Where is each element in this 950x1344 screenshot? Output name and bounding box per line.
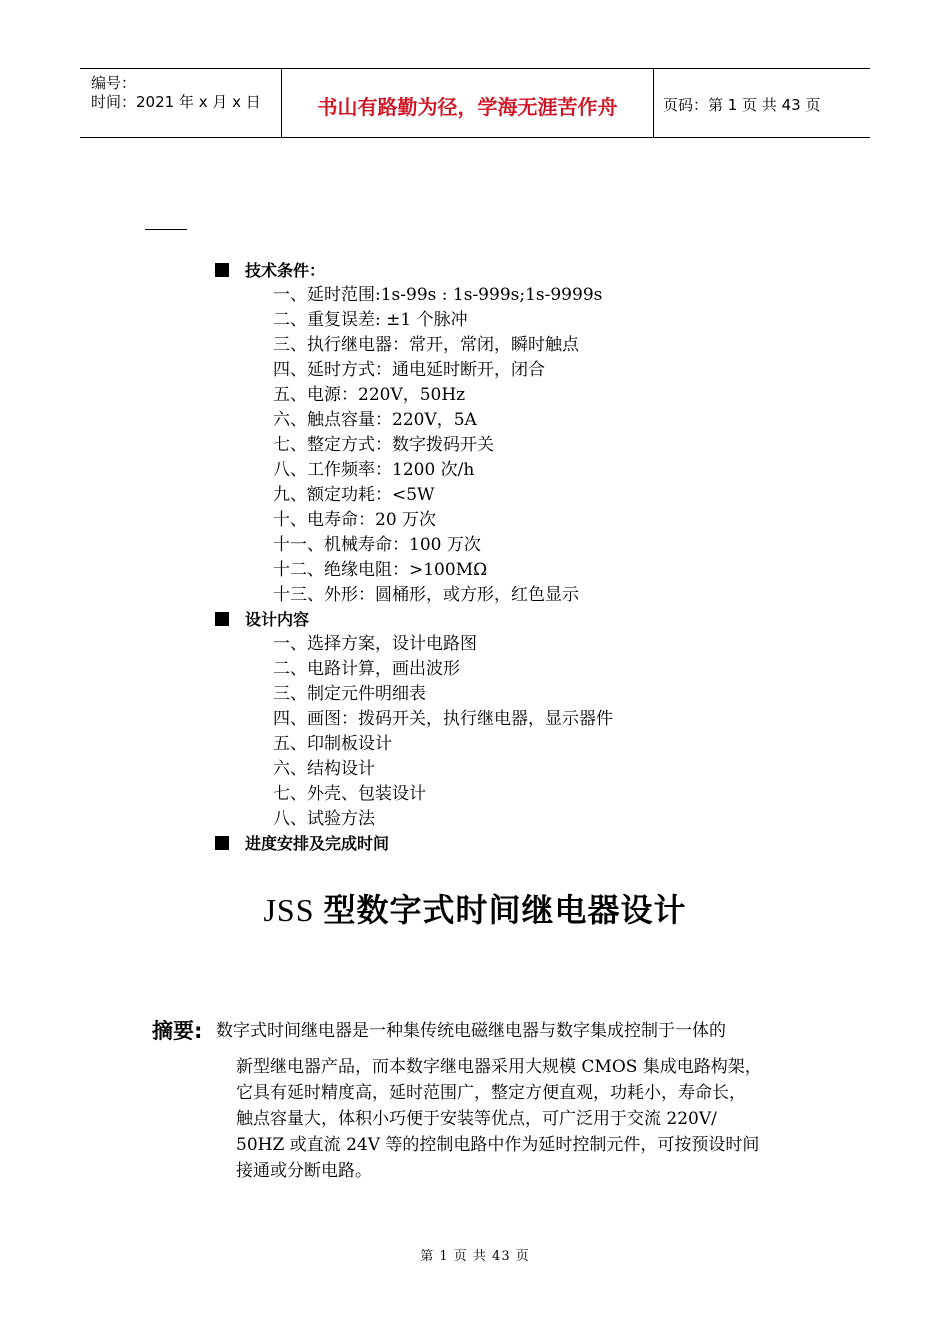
list-item: 四、延时方式：通电延时断开，闭合: [273, 360, 545, 380]
abstract-line: 50HZ 或直流 24V 等的控制电路中作为延时控制元件，可按预设时间: [236, 1135, 760, 1155]
list-item: 四、画图：拨码开关，执行继电器，显示器件: [273, 709, 613, 729]
section-heading-label: 技术条件：: [245, 261, 326, 280]
section-heading-design: [215, 607, 309, 632]
header-table: [80, 68, 870, 138]
document-number-label: 编号：: [91, 74, 137, 92]
list-item: 二、重复误差: ±1 个脉冲: [273, 310, 468, 330]
list-item: 十二、绝缘电阻：>100MΩ: [273, 560, 488, 580]
bullet-square-icon: [215, 263, 229, 277]
list-item: 三、执行继电器：常开，常闭，瞬时触点: [273, 335, 579, 355]
list-item: 六、触点容量：220V，5A: [273, 410, 477, 430]
title-chinese: 型数字式时间继电器设计: [323, 891, 687, 929]
title-latin: JSS: [263, 892, 324, 928]
list-item: 一、选择方案，设计电路图: [273, 634, 477, 654]
list-item: 五、印制板设计: [273, 734, 392, 754]
list-item: 十一、机械寿命：100 万次: [273, 535, 481, 555]
list-item: 七、外壳、包装设计: [273, 784, 426, 804]
bullet-square-icon: [215, 612, 229, 626]
list-item: 二、电路计算，画出波形: [273, 659, 460, 679]
page-info: 页码：第 1 页 共 43 页: [663, 96, 821, 114]
list-item: 十、电寿命：20 万次: [273, 510, 437, 530]
section-heading-label: 设计内容: [245, 610, 310, 629]
abstract-label: 摘要:: [152, 1019, 203, 1043]
header-meta-cell: [80, 69, 282, 137]
motto: 书山有路勤为径，学海无涯苦作舟: [317, 95, 618, 119]
abstract-line: 新型继电器产品，而本数字继电器采用大规模 CMOS 集成电路构架，: [236, 1057, 762, 1077]
short-rule: [145, 229, 187, 230]
list-item: 十三、外形：圆桶形，或方形，红色显示: [273, 585, 579, 605]
header-motto-cell: [282, 69, 654, 137]
section-heading-label: 进度安排及完成时间: [245, 834, 390, 853]
document-title: [0, 885, 950, 931]
list-item: 九、额定功耗：<5W: [273, 485, 435, 505]
list-item: 八、工作频率：1200 次/h: [273, 460, 475, 480]
abstract-line: 它具有延时精度高，延时范围广，整定方便直观，功耗小，寿命长，: [236, 1083, 746, 1103]
section-heading-schedule: [215, 831, 389, 856]
abstract-line: 触点容量大，体积小巧便于安装等优点，可广泛用于交流 220V/: [236, 1109, 717, 1129]
document-date: 时间：2021 年 x 月 x 日: [91, 93, 261, 111]
abstract-line: 接通或分断电路。: [236, 1161, 372, 1181]
header-page-cell: [654, 69, 870, 137]
list-item: 八、试验方法: [273, 809, 375, 829]
list-item: 六、结构设计: [273, 759, 375, 779]
list-item: 三、制定元件明细表: [273, 684, 426, 704]
page-footer: 第 1 页 共 43 页: [420, 1249, 530, 1264]
list-item: 五、电源：220V，50Hz: [273, 385, 466, 405]
abstract-line: 数字式时间继电器是一种集传统电磁继电器与数字集成控制于一体的: [216, 1021, 726, 1041]
list-item: 一、延时范围:1s-99s : 1s-999s;1s-9999s: [273, 285, 603, 305]
section-heading-tech: [215, 258, 325, 283]
bullet-square-icon: [215, 836, 229, 850]
list-item: 七、整定方式：数字拨码开关: [273, 435, 494, 455]
